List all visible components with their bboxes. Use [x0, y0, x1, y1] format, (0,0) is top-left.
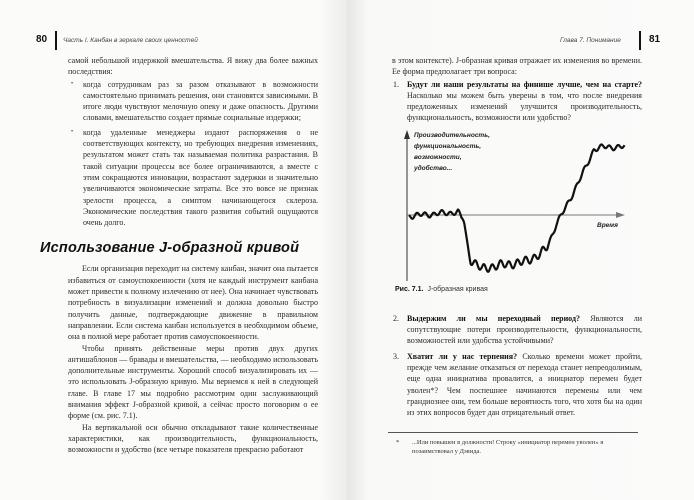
body-paragraph: Чтобы принять действенные меры против двух других антишаблонов — бравады и вмешательства, — необходимо использовать дополнительные инструменты. Хороший способ визуализировать их — это использовать J-образную кривую. Мы вернемся к ней в следующей главе. В главе 17 мы подробно рассмотрим один заслуживающий внимания эффект J-образной кривой, а сейчас просто поговорим о ее форме (см. рис. 7.1).: [68, 343, 318, 421]
question-list: [392, 79, 642, 124]
question-number: 3.: [393, 351, 399, 361]
y-axis-arrow-icon: [404, 130, 410, 139]
running-head-right: Глава 7. Понимание: [560, 37, 621, 44]
question-title: Будут ли наши результаты на финише лучше, чем на старте?: [407, 79, 642, 89]
question-item: [393, 79, 642, 124]
page-number-left: 80: [36, 34, 48, 45]
right-column: [392, 55, 642, 456]
bullet-item: • когда удаленные менеджеры издают распоряжения о не соответствующих контексту, но требующих внедрения изменениях, результатом может стать так называемая политика разрастания. В такой ситуации процессы все более ограничиваются, а вместе с этим сокращаются инновации, возрастают задержки и значительно увеличиваются экономические затраты. Все это вовсе не признак зрелости процесса, а симптом начинающегося склероза. Экономические последствия такого развития событий ощущаются очень долго.: [83, 127, 318, 229]
question-title: Выдержим ли мы переходный период?: [407, 313, 580, 323]
bullet-item: • когда сотрудникам раз за разом отказывают в возможности самостоятельно принимать решения, они становятся зависимыми. В итоге люди чувствуют мелочную опеку и даже опасность. Другими словами, вмешательство создает прямые социальные издержки;: [83, 79, 318, 124]
running-head-left: Часть I. Канбан в зеркале своих ценностей: [63, 37, 198, 44]
figure-title: J-образная кривая: [427, 285, 488, 293]
right-bottom-text: [392, 313, 642, 419]
page-number-right: 81: [649, 34, 661, 45]
x-axis-arrow-icon: [616, 212, 625, 218]
question-number: 1.: [393, 79, 399, 89]
figure-number: Рис. 7.1.: [395, 285, 424, 293]
right-top-text: [392, 55, 642, 124]
question-item: [393, 313, 643, 347]
y-axis-label: [414, 130, 490, 174]
x-axis-label: Время: [597, 221, 618, 229]
header-divider-right: [639, 31, 641, 50]
question-list: [392, 313, 642, 419]
footnote-text: ...Или повышен в должности! Строку «инициатор перемен уволен» я позаимствовал у Дэвида.: [412, 439, 604, 456]
intro-paragraph: самой небольшой издержкой вмешательства. Я вижу два более важных последствия:: [68, 56, 318, 77]
footnote-marker: *: [396, 439, 400, 447]
footnote-rule: [388, 432, 638, 433]
intro-paragraph: в этом контексте). J-образная кривая отражает их изменения во времени. Ее форма предполагает три вопроса:: [392, 56, 642, 77]
footnote: [392, 438, 637, 456]
question-text: Сколько времени может пройти, прежде чем желание отказаться от перехода станет непреодолимым, еще одна инициатива провалится, а инициатор перемен будет уволен*? Чем поспешнее начинаются перемены или чем грандиознее они, тем больше вероятность того, что хотя бы на один из этих вопросов будет дан отрицательный ответ.: [407, 351, 642, 418]
question-text: Являются ли сопутствующие потери производительности, функциональности, возможностей или удобства устойчивыми?: [407, 313, 643, 346]
header-divider-left: [55, 31, 57, 50]
body-paragraph: Если организация переходит на систему канбан, значит она пытается избавиться от самоуспокоенности (хотя не каждый инструмент канбана может привести к полному излечению от нее). Она начинает чувствовать потребность в визуализации изменений и должна довольно быстро получить данные, подтверждающие движение в правильном направлении. Если система канбан используется в необходимом объеме, она в полной мере работает против самоуспокоенности.: [68, 264, 318, 342]
question-number: 2.: [393, 313, 399, 323]
y-axis-label-line: удобство...: [414, 164, 453, 172]
body-paragraph: На вертикальной оси обычно откладывают такие количественные характеристики, как производительность, функциональность, возможности и удобство (все четыре показателя прекрасно работают: [68, 422, 318, 455]
y-axis-label-line: функциональность,: [414, 142, 482, 150]
section-heading: Использование J-образной кривой: [40, 240, 300, 257]
left-column: [40, 55, 318, 456]
bullet-list: [68, 79, 318, 229]
j-curve-figure: [392, 130, 642, 282]
y-axis-label-line: Производительность,: [414, 131, 490, 139]
y-axis-label-line: возможности,: [414, 153, 462, 161]
question-text: Насколько мы можем быть уверены в том, что после внедрения предложенных изменений улучшится производительность, функциональность, возможности или удобство?: [407, 90, 642, 123]
question-item: [393, 351, 642, 419]
question-title: Хватит ли у нас терпения?: [407, 351, 518, 361]
figure-caption: [395, 285, 642, 295]
